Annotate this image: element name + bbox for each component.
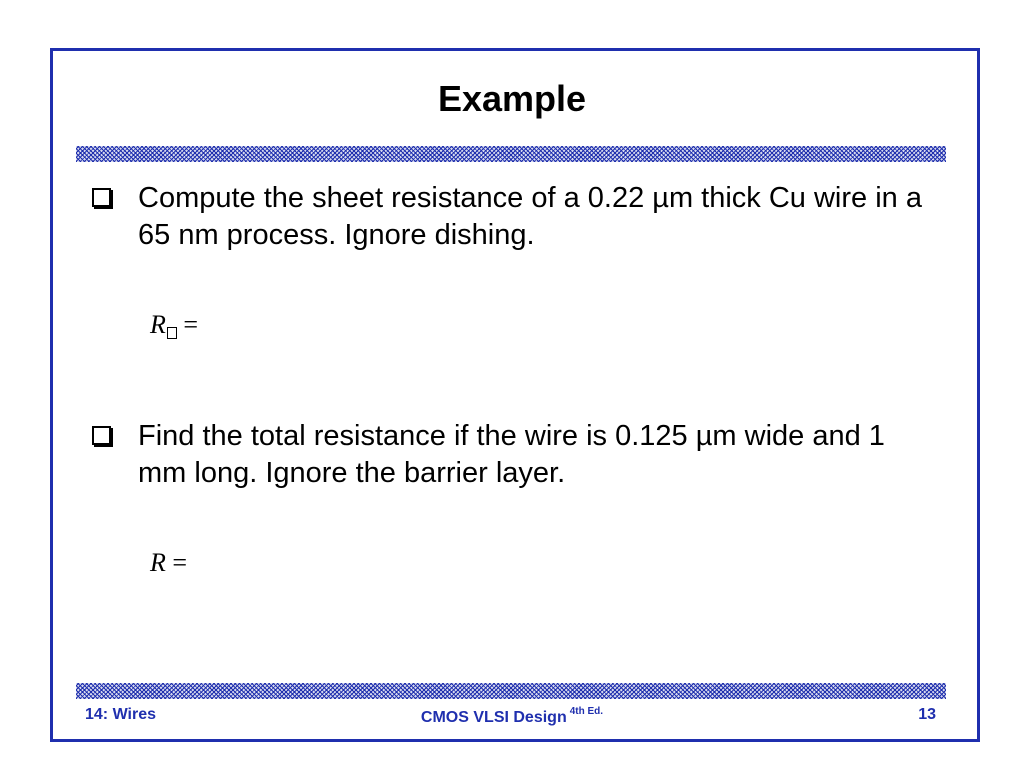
checkbox-bullet-icon	[92, 426, 111, 445]
bullet-text-1: Compute the sheet resistance of a 0.22 µm thick Cu wire in a 65 nm process. Ignore dishing.	[138, 182, 922, 251]
checkbox-bullet-icon	[92, 188, 111, 207]
square-subscript-icon	[167, 327, 177, 339]
formula-equals: =	[172, 548, 188, 577]
bottom-divider	[76, 683, 946, 699]
formula-variable: R	[150, 548, 166, 577]
footer-chapter: 14: Wires	[85, 706, 156, 723]
bullet-item-1	[92, 180, 932, 254]
formula-equals: =	[183, 310, 199, 339]
formula-total-resistance	[150, 548, 187, 578]
footer-page-number: 13	[918, 706, 936, 723]
footer-book-name: CMOS VLSI Design	[420, 709, 567, 726]
bullet-item-2	[92, 418, 932, 492]
footer-book-title	[0, 706, 1024, 727]
formula-sheet-resistance	[150, 310, 198, 340]
footer-edition: 4th Ed.	[569, 706, 604, 717]
bullet-text-2: Find the total resistance if the wire is 0.125 µm wide and 1 mm long. Ignore the barrier layer.	[138, 420, 885, 489]
top-divider	[76, 146, 946, 162]
slide-title: Example	[437, 78, 587, 119]
formula-variable: R	[150, 310, 166, 339]
